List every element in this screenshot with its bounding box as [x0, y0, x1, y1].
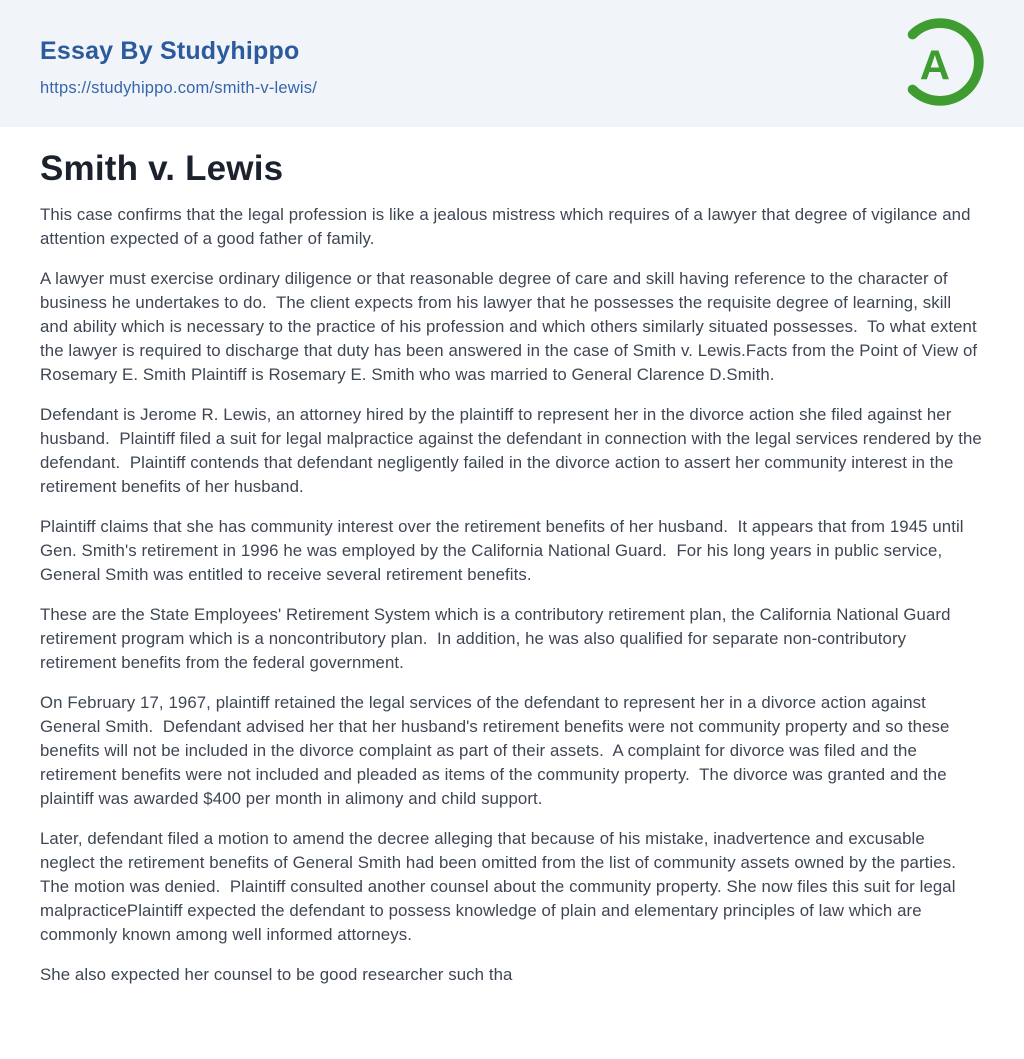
brand-block [40, 34, 317, 98]
article-paragraph: Defendant is Jerome R. Lewis, an attorney hired by the plaintiff to represent her in the divorce action she filed against her husband. Plaintiff filed a suit for legal malpractice against the defendant in connection with the legal services rendered by the defendant. Plaintiff contends that defendant negligently failed in the divorce action to assert her community interest in the retirement benefits of her husband. [40, 405, 987, 496]
logo-letter: A [919, 41, 951, 89]
page-title: Smith v. Lewis [40, 149, 284, 188]
article-paragraph: This case confirms that the legal profession is like a jealous mistress which requires of a lawyer that degree of vigilance and attention expected of a good father of family. [40, 205, 976, 248]
article-paragraph: On February 17, 1967, plaintiff retained the legal services of the defendant to represent her in a divorce action against General Smith. Defendant advised her that her husband's retirement benefits were not community property and so these benefits will not be included in the divorce complaint as part of their assets. A complaint for divorce was filed and the retirement benefits were not included and pleaded as items of the community property. The divorce was granted and the plaintiff was awarded $400 per month in alimony and child support. [40, 693, 955, 808]
article-paragraph: Plaintiff claims that she has community interest over the retirement benefits of her husband. It appears that from 1945 until Gen. Smith's retirement in 1996 he was employed by the California National Guard. For his long years in public service, General Smith was entitled to receive several retirement benefits. [40, 517, 969, 584]
brand-title: Essay By Studyhippo [40, 37, 300, 65]
studyhippo-logo[interactable] [894, 16, 986, 108]
article-paragraph: These are the State Employees' Retirement System which is a contributory retirement plan, the California National Guard retirement program which is a noncontributory plan. In addition, he was also qualified for separate non-contributory retirement benefits from the federal government. [40, 605, 956, 672]
article-paragraph: Later, defendant filed a motion to amend the decree alleging that because of his mistake, inadvertence and excusable neglect the retirement benefits of General Smith had been omitted from the list of community assets owned by the parties. The motion was denied. Plaintiff consulted another counsel about the community property. She now files this suit for legal malpracticePlaintiff expected the defendant to possess knowledge of plain and elementary principles of law which are commonly known among well informed attorneys. [40, 829, 966, 944]
article-body [40, 203, 987, 987]
article-paragraph: She also expected her counsel to be good researcher such tha [40, 965, 513, 984]
source-url-link[interactable]: https://studyhippo.com/smith-v-lewis/ [40, 78, 317, 97]
article-content [0, 127, 1024, 1043]
article-paragraph: A lawyer must exercise ordinary diligence or that reasonable degree of care and skill having reference to the character of business he undertakes to do. The client expects from his lawyer that he possesses the requisite degree of learning, skill and ability which is necessary to the practice of his profession and which others similarly situated possesses. To what extent the lawyer is required to discharge that duty has been answered in the case of Smith v. Lewis.Facts from the Point of View of Rosemary E. Smith Plaintiff is Rosemary E. Smith who was married to General Clarence D.Smith. [40, 269, 982, 384]
page-header [0, 0, 1024, 127]
